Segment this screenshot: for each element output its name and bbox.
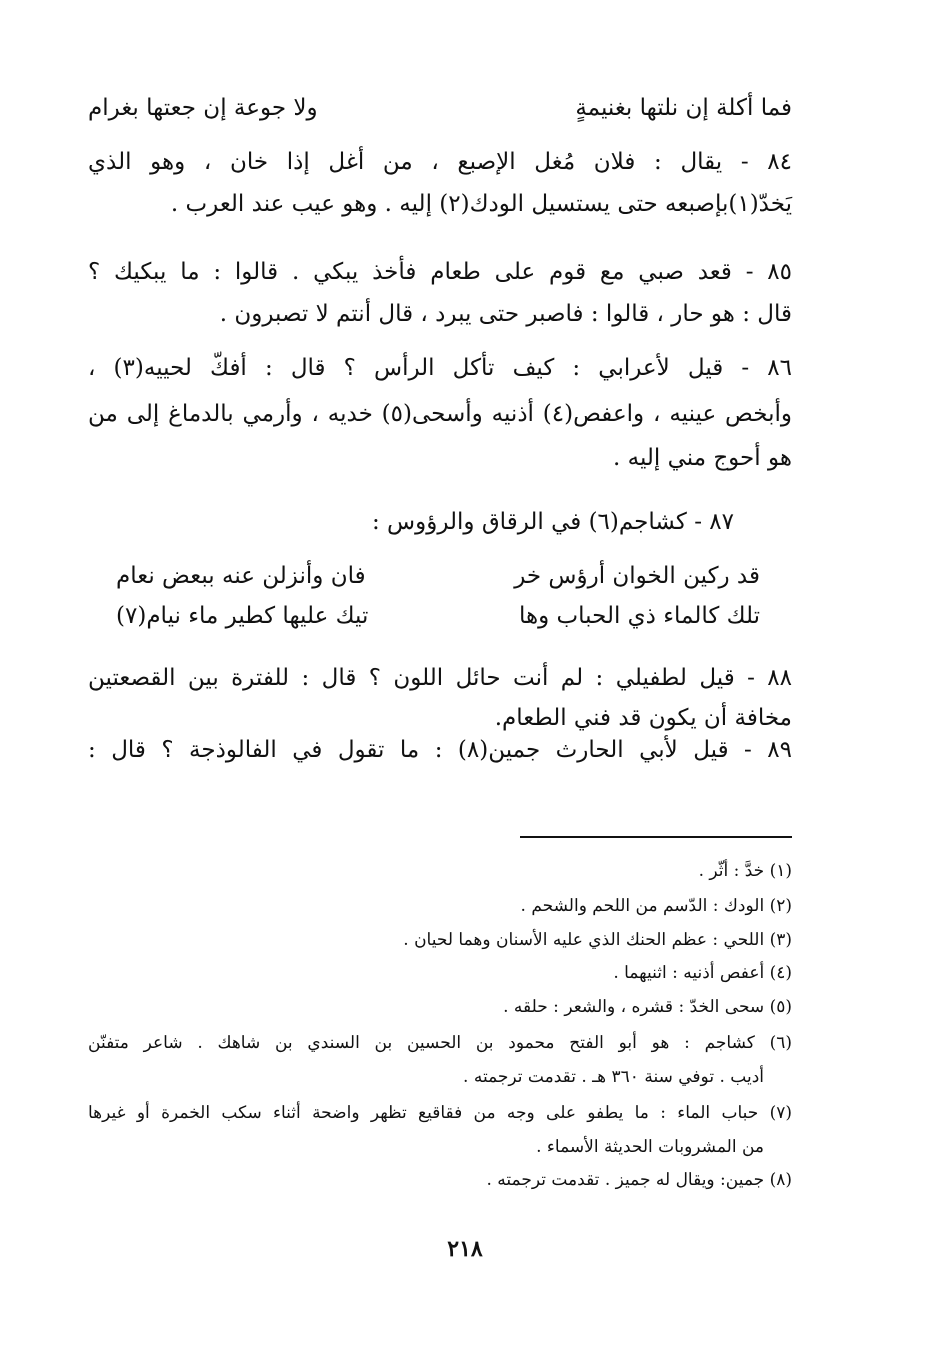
footnote-separator bbox=[520, 836, 792, 838]
footnote-6-line-2: أديب . توفي سنة ٣٦٠ هـ . تقدمت ترجمته . bbox=[463, 1067, 764, 1087]
footnote-2: (٢) الودك : الدّسم من اللحم والشحم . bbox=[520, 896, 792, 916]
entry-85-line-2: قال : هو حار ، قالوا : فاصبر حتى يبرد ، قال أنتم لا تصبرون . bbox=[219, 301, 792, 327]
verse-87-2-right: تلك كالماء ذي الحباب وها bbox=[518, 603, 760, 629]
entry-86-line-1: ٨٦ - قيل لأعرابي : كيف تأكل الرأس ؟ قال : أفكّ لحييه(٣) ، bbox=[88, 355, 792, 381]
footnote-6-line-1: (٦) كشاجم : هو أبو الفتح محمود بن الحسين بن السندي بن شاهك . شاعر متفنّن bbox=[88, 1033, 792, 1053]
footnote-7-line-1: (٧) حباب الماء : ما يطفو على وجه من فقاقيع تظهر واضحة أثناء سكب الخمرة أو غيرها bbox=[88, 1103, 792, 1123]
entry-84-line-1: ٨٤ - يقال : فلان مُغل الإصبع ، من أغل إذا خان ، وهو الذي bbox=[88, 149, 792, 175]
entry-87-line-1: ٨٧ - كشاجم(٦) في الرقاق والرؤوس : bbox=[371, 509, 734, 535]
entry-89-line-1: ٨٩ - قيل لأبي الحارث جمين(٨) : ما تقول في الفالوذجة ؟ قال : bbox=[88, 737, 792, 763]
entry-86-line-3: هو أحوج مني إليه . bbox=[612, 445, 792, 471]
footnote-1: (١) خدَّ : أثّر . bbox=[698, 861, 792, 881]
verse-top bbox=[88, 92, 792, 124]
page-number: ٢١٨ bbox=[447, 1236, 483, 1262]
verse-hemistich-right: فما أكلة إن نلتها بغنيمةٍ bbox=[575, 95, 792, 121]
entry-88-line-1: ٨٨ - قيل لطفيلي : لم أنت حائل اللون ؟ قال : للفترة بين القصعتين bbox=[88, 665, 792, 691]
verse-87-2-left: تيك عليها كطير ماء نيام(٧) bbox=[116, 603, 369, 629]
verse-87-1-left: فان وأنزلن عنه ببعض نعام bbox=[116, 563, 366, 589]
footnote-3: (٣) اللحي : عظم الحنك الذي عليه الأسنان وهما لحيان . bbox=[403, 930, 792, 950]
verse-87-2 bbox=[116, 600, 760, 632]
footnote-5: (٥) سحى الخدّ : قشره ، والشعر : حلقه . bbox=[503, 997, 792, 1017]
verse-hemistich-left: ولا جوعة إن جعتها بغرام bbox=[88, 95, 318, 121]
entry-84-line-2: يَخدّ(١)بإصبعه حتى يستسيل الودك(٢) إليه . وهو عيب عند العرب . bbox=[170, 191, 792, 217]
entry-88-line-2: مخافة أن يكون قد فني الطعام. bbox=[494, 705, 792, 731]
footnote-8: (٨) جمين: ويقال له جميز . تقدمت ترجمته . bbox=[486, 1170, 792, 1190]
verse-87-1 bbox=[116, 560, 760, 592]
footnote-4: (٤) أعفص أذنيه : اثنيهما . bbox=[613, 963, 792, 983]
verse-87-1-right: قد ركين الخوان أرؤس خر bbox=[514, 563, 760, 589]
entry-85-line-1: ٨٥ - قعد صبي مع قوم على طعام فأخذ يبكي . قالوا : ما يبكيك ؟ bbox=[88, 259, 793, 285]
entry-86-line-2: وأبخص عينيه ، واعفص(٤) أذنيه وأسحى(٥) خديه ، وأرمي بالدماغ إلى من bbox=[88, 401, 792, 427]
footnote-7-line-2: من المشروبات الحديثة الأسماء . bbox=[536, 1137, 764, 1157]
